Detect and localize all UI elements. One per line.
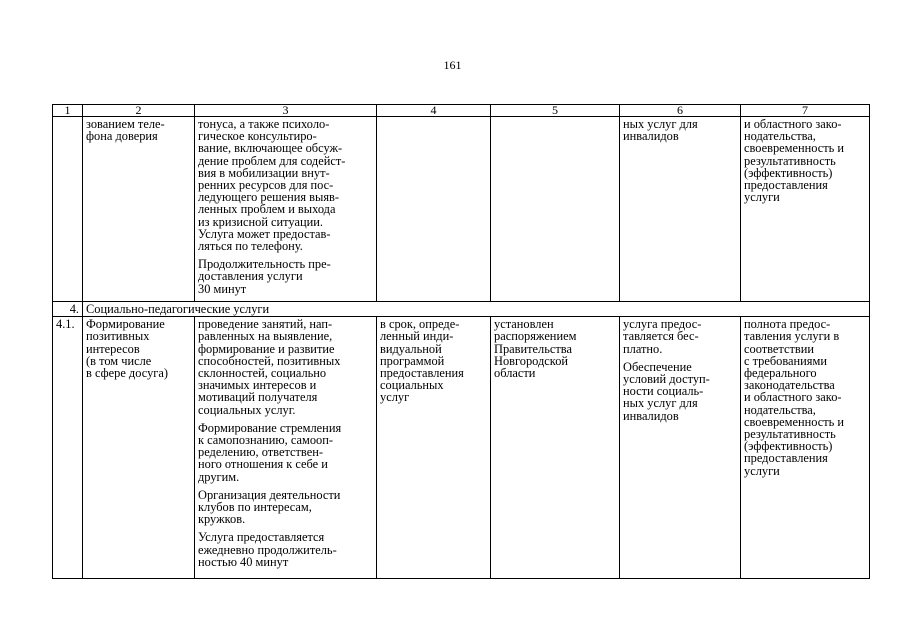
table-row — [53, 317, 870, 579]
cell-paragraph: Обеспечение условий доступ- ности социаль- ных услуг для инвалидов — [623, 359, 710, 423]
column-header: 7 — [741, 105, 870, 117]
cell-paragraph: зованием теле- фона доверия — [86, 117, 165, 144]
column-header: 4 — [377, 105, 491, 117]
column-header: 5 — [491, 105, 620, 117]
cell-conditions — [620, 317, 741, 579]
cell-conditions — [620, 117, 741, 302]
section-row — [53, 302, 870, 317]
page-number: 161 — [443, 58, 462, 72]
header-row — [53, 105, 870, 117]
cell-paragraph: Продолжительность пре- доставления услуги 30 минут — [198, 257, 331, 296]
cell-service-name — [83, 117, 195, 302]
cell-paragraph: Организация деятельности клубов по интересам, кружков. — [198, 487, 341, 527]
cell-number — [53, 117, 83, 302]
column-header: 3 — [195, 105, 377, 117]
table-row — [53, 117, 870, 302]
cell-service-description — [195, 117, 377, 302]
column-header: 6 — [620, 105, 741, 117]
cell-term — [377, 117, 491, 302]
cell-paragraph: Услуга предоставляется ежедневно продолжитель- ностью 40 минут — [198, 530, 337, 569]
cell-paragraph: услуга предос- тавляется бес- платно. — [623, 317, 702, 356]
cell-term — [377, 317, 491, 579]
section-title: Социально-педагогические услуги — [83, 302, 870, 317]
cell-paragraph: ных услуг для инвалидов — [623, 117, 698, 144]
cell-paragraph: проведение занятий, нап- равленных на выявление, формирование и развитие способностей, позитивных склонностей, социально значимых интересов и мотиваций получателя социальных услуг. — [198, 317, 341, 417]
cell-number — [53, 317, 83, 579]
cell-paragraph: тонуса, а также психоло- гическое консультиро- вание, включающее обсуж- дение проблем для содейст- вия в мобилизации внут- ренних ресурсов для пос- ледующего решения выяв- ленных проблем и выхода из кризисной ситуации. Услуга может предостав- ляться по телефону. — [198, 117, 346, 254]
services-table — [52, 104, 870, 579]
section-number: 4. — [53, 302, 83, 317]
cell-paragraph: полнота предос- тавления услуги в соответствии с требованиями федерального законодательства и областного зако- нодательства, своевременность и результативность (эффективность) предоставления услуги — [744, 317, 845, 478]
cell-service-name — [83, 317, 195, 579]
cell-paragraph: в срок, опреде- ленный инди- видуальной программой предоставления социальных услуг — [380, 317, 464, 405]
column-header: 2 — [83, 105, 195, 117]
cell-paragraph: и областного зако- нодательства, своевременность и результативность (эффективность) предоставления услуги — [744, 117, 845, 205]
cell-service-description — [195, 317, 377, 579]
cell-price — [491, 117, 620, 302]
column-header: 1 — [53, 105, 83, 117]
cell-quality — [741, 117, 870, 302]
cell-price — [491, 317, 620, 579]
cell-paragraph: установлен распоряжением Правительства Новгородской области — [494, 317, 577, 381]
cell-paragraph: Формирование стремления к самопознанию, самооп- ределению, ответствен- ного отношения к себе и другим. — [198, 420, 342, 484]
cell-quality — [741, 317, 870, 579]
cell-paragraph: Формирование позитивных интересов (в том числе в сфере досуга) — [86, 317, 168, 381]
cell-paragraph: 4.1. — [56, 317, 75, 332]
